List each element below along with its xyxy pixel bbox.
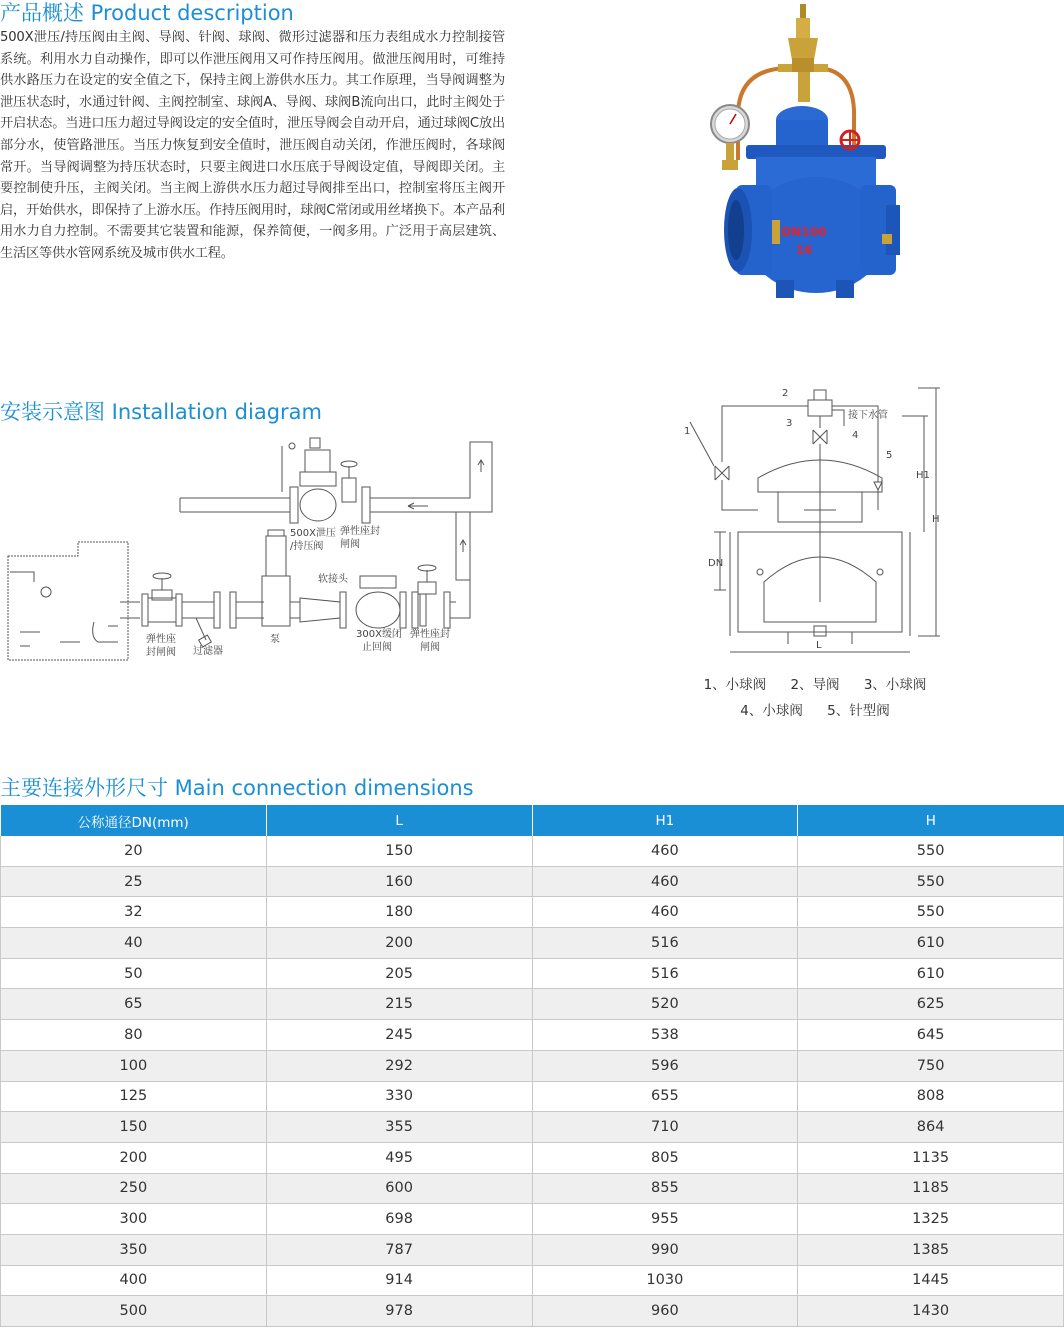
- table-cell: 355: [266, 1112, 532, 1143]
- table-cell: 160: [266, 866, 532, 897]
- table-cell: 960: [532, 1296, 798, 1327]
- label-check-valve-b: 止回阀: [362, 642, 392, 653]
- label-soft-joint: 软接头: [318, 574, 348, 585]
- table-cell: 460: [532, 897, 798, 928]
- table-cell: 125: [1, 1081, 267, 1112]
- table-cell: 990: [532, 1234, 798, 1265]
- dimension-drawing: [678, 382, 948, 662]
- label-check-valve-a: 300X缓闭: [356, 629, 402, 640]
- table-cell: 787: [266, 1234, 532, 1265]
- table-cell: 400: [1, 1265, 267, 1296]
- table-cell: 1030: [532, 1265, 798, 1296]
- dim-label-h: H: [932, 514, 940, 525]
- legend-item: 4、小球阀: [740, 703, 803, 719]
- table-cell: 1430: [798, 1296, 1064, 1327]
- label-gate-valve3-a: 弹性座封: [410, 629, 450, 640]
- table-cell: 292: [266, 1050, 532, 1081]
- header-h: H: [798, 805, 1064, 836]
- table-cell: 150: [266, 836, 532, 866]
- table-row: [1, 1296, 1064, 1327]
- dim-label-3: 3: [786, 418, 793, 429]
- table-cell: 200: [1, 1142, 267, 1173]
- table-cell: 710: [532, 1112, 798, 1143]
- legend-item: 3、小球阀: [863, 677, 927, 693]
- table-cell: 1445: [798, 1265, 1064, 1296]
- header-dn: 公称通径DN(mm): [1, 805, 267, 836]
- dim-label-dn: DN: [708, 558, 724, 569]
- table-row: [1, 989, 1064, 1020]
- table-cell: 596: [532, 1050, 798, 1081]
- table-cell: 495: [266, 1142, 532, 1173]
- table-cell: 180: [266, 897, 532, 928]
- table-row: [1, 1142, 1064, 1173]
- product-description-title: 产品概述 Product description: [0, 1, 294, 25]
- dimension-legend: [680, 672, 950, 724]
- table-cell: 955: [532, 1204, 798, 1235]
- legend-item: 1、小球阀: [703, 677, 767, 693]
- table-row: [1, 928, 1064, 959]
- table-cell: 500: [1, 1296, 267, 1327]
- dim-label-2: 2: [782, 388, 789, 399]
- valve-product-image: [706, 0, 922, 305]
- table-row: [1, 1020, 1064, 1051]
- table-cell: 914: [266, 1265, 532, 1296]
- table-cell: 655: [532, 1081, 798, 1112]
- table-cell: 550: [798, 836, 1064, 866]
- legend-item: 5、针型阀: [827, 703, 890, 719]
- table-row: [1, 1112, 1064, 1143]
- valve-marking-pn: 16: [795, 243, 813, 257]
- table-cell: 550: [798, 897, 1064, 928]
- table-cell: 205: [266, 958, 532, 989]
- table-row: [1, 1050, 1064, 1081]
- table-cell: 805: [532, 1142, 798, 1173]
- table-cell: 808: [798, 1081, 1064, 1112]
- dim-label-drain: 接下水管: [848, 410, 888, 421]
- table-cell: 460: [532, 836, 798, 866]
- table-cell: 1325: [798, 1204, 1064, 1235]
- label-gate-valve3-b: 闸阀: [420, 642, 440, 653]
- table-row: [1, 1081, 1064, 1112]
- table-cell: 80: [1, 1020, 267, 1051]
- table-cell: 32: [1, 897, 267, 928]
- dim-label-1: 1: [684, 426, 691, 437]
- label-strainer: 过滤器: [193, 646, 223, 657]
- table-cell: 300: [1, 1204, 267, 1235]
- table-cell: 645: [798, 1020, 1064, 1051]
- legend-item: 2、导阀: [790, 677, 840, 693]
- table-cell: 750: [798, 1050, 1064, 1081]
- table-cell: 600: [266, 1173, 532, 1204]
- dimensions-title: 主要连接外形尺寸 Main connection dimensions: [0, 776, 474, 800]
- table-cell: 150: [1, 1112, 267, 1143]
- table-cell: 200: [266, 928, 532, 959]
- table-cell: 20: [1, 836, 267, 866]
- header-l: L: [266, 805, 532, 836]
- table-cell: 40: [1, 928, 267, 959]
- installation-diagram: [0, 432, 510, 667]
- label-500x-valve-b: /持压阀: [290, 541, 324, 552]
- dimensions-table: [0, 805, 1064, 1327]
- table-row: [1, 897, 1064, 928]
- label-500x-valve-a: 500X泄压: [290, 528, 336, 539]
- table-row: [1, 836, 1064, 866]
- dim-label-5: 5: [886, 450, 893, 461]
- table-cell: 698: [266, 1204, 532, 1235]
- table-cell: 25: [1, 866, 267, 897]
- table-cell: 100: [1, 1050, 267, 1081]
- table-cell: 1385: [798, 1234, 1064, 1265]
- table-cell: 330: [266, 1081, 532, 1112]
- table-cell: 50: [1, 958, 267, 989]
- table-cell: 1135: [798, 1142, 1064, 1173]
- table-cell: 245: [266, 1020, 532, 1051]
- table-cell: 864: [798, 1112, 1064, 1143]
- header-h1: H1: [532, 805, 798, 836]
- table-cell: 516: [532, 958, 798, 989]
- dim-label-4: 4: [852, 430, 859, 441]
- dim-label-l: L: [816, 640, 822, 651]
- table-body: [1, 836, 1064, 1327]
- table-row: [1, 958, 1064, 989]
- product-description-text: 500X泄压/持压阀由主阀、导阀、针阀、球阀、微形过滤器和压力表组成水力控制接管系统。利用水力自动操作，即可以作泄压阀用又可作持压阀用。做泄压阀用时，可维持供水路压力在设定的安全值之下，保持主阀上游供水压力。其工作原理，当导阀调整为泄压状态时，水通过针阀、主阀控制室、球阀A、导阀、球阀B流向出口，此时主阀处于开启状态。当进口压力超过导阀设定的安全值时，泄压导阀会自动开启，通过球阀C放出部分水，使管路泄压。当压力恢复到安全值时，泄压阀自动关闭，作泄压阀时，各球阀常开。当导阀调整为持压状态时，只要主阀进口水压底于导阀设定值，导阀即关闭。主要控制使升压，主阀关闭。当主阀上游供水压力超过导阀排至出口，控制室将压主阀开启，开始供水，即保持了上游水压。作持压阀用时，球阀C常闭或用丝堵换下。本产品利用水力自力控制。不需要其它装置和能源，保养简便，一阀多用。广泛用于高层建筑、生活区等供水管网系统及城市供水工程。: [0, 30, 505, 261]
- table-row: [1, 866, 1064, 897]
- valve-marking-dn: DN100: [781, 225, 827, 239]
- table-cell: 520: [532, 989, 798, 1020]
- table-cell: 538: [532, 1020, 798, 1051]
- table-cell: 978: [266, 1296, 532, 1327]
- installation-diagram-title: 安装示意图 Installation diagram: [0, 400, 322, 424]
- table-row: [1, 1204, 1064, 1235]
- table-cell: 610: [798, 958, 1064, 989]
- table-header-row: [1, 805, 1064, 836]
- table-cell: 855: [532, 1173, 798, 1204]
- label-gate-valve2-b: 封闸阀: [146, 647, 176, 658]
- table-row: [1, 1173, 1064, 1204]
- label-gate-valve1-b: 闸阀: [340, 539, 360, 550]
- table-cell: 516: [532, 928, 798, 959]
- table-cell: 1185: [798, 1173, 1064, 1204]
- table-cell: 65: [1, 989, 267, 1020]
- table-cell: 610: [798, 928, 1064, 959]
- label-gate-valve1-a: 弹性座封: [340, 526, 380, 537]
- table-cell: 550: [798, 866, 1064, 897]
- dim-label-h1: H1: [916, 470, 930, 481]
- table-cell: 215: [266, 989, 532, 1020]
- table-row: [1, 1265, 1064, 1296]
- label-pump: 泵: [270, 634, 280, 645]
- label-gate-valve2-a: 弹性座: [146, 634, 176, 645]
- table-cell: 625: [798, 989, 1064, 1020]
- table-cell: 460: [532, 866, 798, 897]
- table-row: [1, 1234, 1064, 1265]
- table-cell: 350: [1, 1234, 267, 1265]
- table-cell: 250: [1, 1173, 267, 1204]
